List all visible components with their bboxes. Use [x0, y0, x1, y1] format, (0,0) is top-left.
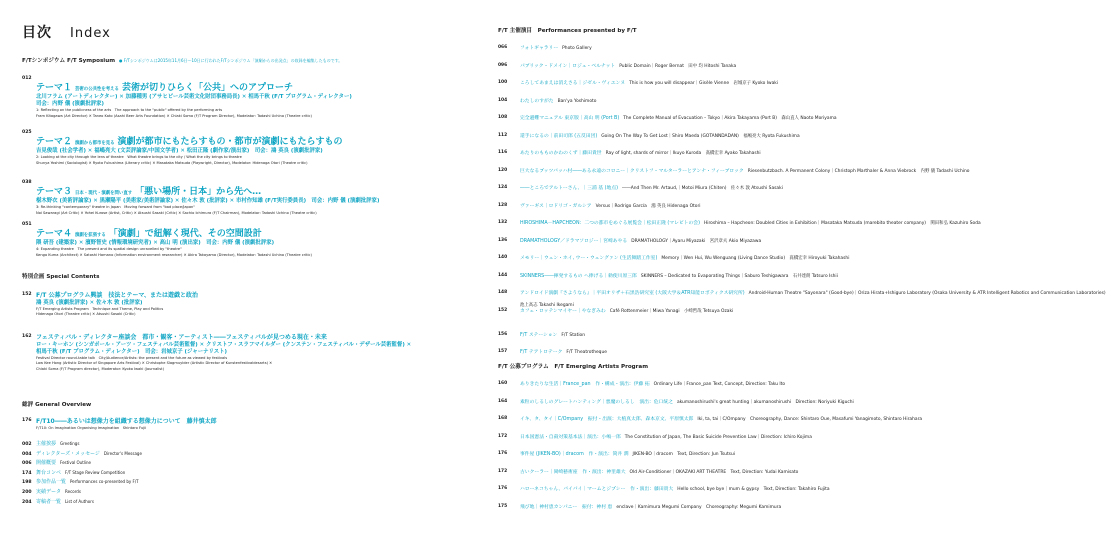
row-text	[520, 308, 888, 316]
item-jp: 開催概要	[36, 460, 57, 467]
row-num: 108	[498, 115, 508, 120]
entry-title	[36, 130, 442, 148]
theme-label: テーマ３	[36, 187, 73, 197]
entry-speakers: ロー・キーホン (シンガポール・アーツ・フェスティバル芸術監督) ✕ クリストフ・スラフマイルダー (クンステン・フェスティバル・デザール芸術監督) ✕	[36, 342, 412, 349]
overview-item	[22, 488, 81, 495]
overview-lead-num: 176	[22, 418, 32, 423]
item-en: Director's Message	[103, 450, 142, 456]
row-en: SKINNERS – Dedicated to Evaporating Things｜Saburo Teshigawara 石井達朗 Tatsuro Ishii	[640, 273, 838, 279]
row-jp: 事件屋 (JIKEN-BO)｜dracom 作・演出：筒井 潤	[520, 452, 629, 457]
row-num: 120	[498, 167, 508, 173]
theme-main: 「悪い場所・日本」から先へ…	[135, 187, 262, 197]
row-num: 124	[498, 185, 508, 190]
overview-section-label: 総評 General Overview	[22, 402, 92, 408]
entry-body	[36, 334, 442, 372]
entry-title	[36, 180, 442, 198]
row-num: 104	[498, 97, 508, 103]
entry-num: 162	[22, 334, 32, 339]
row-text	[520, 133, 888, 141]
row-text	[520, 381, 888, 389]
main-program-label: F/T 主催演目 Performances presented by F/T	[498, 28, 637, 34]
row-en: F/T Theatrotheque	[566, 350, 607, 355]
row-num: 116	[498, 150, 508, 155]
row-jp: カフェ・ロッテンマイヤー｜やなぎみわ	[520, 308, 606, 314]
heading-jp: 目次	[22, 25, 52, 41]
row-en: Photo Gallery	[562, 46, 592, 51]
row-jp: 完全避難マニュアル 東京版｜高山 明 (Port B)	[520, 116, 620, 121]
symposium-note: ● F/Tシンポジウムは2015年11月6日〜10日に行われたF/Tシンポジウム「演劇からの出発点」の収録を編集したものです。	[119, 58, 343, 63]
row-jp: 古いクーラー｜岡崎藝術座 作・演出：神里雄大	[520, 469, 626, 475]
page-heading	[22, 22, 111, 42]
row-en2: 池上高志 Takashi Ikegami	[520, 303, 574, 308]
row-jp: アンドロイド演劇『さようなら』｜平田オリザ＋石黒浩研究室 (大阪大学＆ATR知能ロボティクス研究所)	[520, 291, 745, 296]
row-text	[520, 220, 981, 228]
entry-speakers: 鴻 英良 (演劇批評家) ✕ 佐々木 敦 (批評家)	[36, 300, 143, 307]
row-en: ――And Then Mr. Artaud,｜Motoi Miura (Chiten) 佐々木 敦 Atsushi Sasaki	[621, 186, 783, 191]
theme-label: テーマ２	[36, 137, 73, 147]
entry-num: 012	[22, 76, 32, 81]
entry-speakers: 北川フラム (アートディレクター) ✕ 加藤種男 (アサヒビール芸術文化財団事務局長) ✕ 相馬千秋 (F/T プログラム・ディレクター)	[36, 94, 352, 101]
entry-title: フェスティバル・ディレクター座談会 都市・観客・アーティスト――フェスティバルが見つめる現在・未来	[36, 334, 327, 341]
theme-main: 「演劇」で紐解く現代、その空間設計	[108, 229, 262, 239]
row-num: 128	[498, 202, 508, 208]
entry-title	[36, 222, 442, 240]
entry-desc: F/T Emerging Artists Program Technique and Theme, Play and Politics	[36, 307, 164, 312]
theme-label: テーマ１	[36, 83, 73, 93]
entry-body	[36, 76, 442, 119]
row-text	[520, 185, 888, 193]
row-en: Hiroshima – Hapcheon: Doubled Cities in Exhibition｜Masataka Matsuda (marebito theater company) 関田和弘 Kazuhiro Soda	[703, 221, 981, 226]
entry-num: 025	[22, 130, 32, 135]
row-en: Versus｜Rodrigo García 鴻 英良 Hidenaga Otori	[595, 203, 701, 209]
row-en: Memory｜Wen Hui, Wu Wenguang (Living Dance Studio) 髙橋宏幸 Hiroyuki Takahashi	[661, 256, 850, 261]
entry-num: 152	[22, 292, 32, 297]
special-section-label: 特別企画 Special Contents	[22, 274, 100, 280]
row-num: 148	[498, 290, 508, 295]
item-jp: ディレクターズ・メッセージ	[36, 450, 100, 457]
overview-lead-title: F/T10――あるいは想像力を組織する想像力について 藤井慎太郎	[36, 418, 217, 425]
entry-num: 038	[22, 180, 32, 185]
item-jp: 寄稿者一覧	[36, 498, 62, 505]
entry-title	[36, 76, 442, 94]
entry-desc: Shunya Yoshimi (Sociologist) ✕ Ryota Fukushima (Literary critic) ✕ Masataka Matsuda (Playwright, Director), Modelator: Hidenaga Otori (Theatre critic)	[36, 160, 308, 165]
row-num: 164	[498, 398, 508, 404]
row-num: 176	[498, 486, 508, 491]
row-text	[520, 416, 923, 424]
overview-item	[22, 469, 125, 476]
row-jp: DRAMATHOLOGY／ドラマソロジー｜宮崎あやる	[520, 238, 628, 244]
row-jp: 素粒のしるしのグレートハンティング｜悪魔のしるし 演出：危口統之	[520, 399, 673, 405]
overview-item	[22, 450, 142, 457]
entry-desc: 1: Reflecting on the publicness of the arts The approach to the "public" offered by the performing arts	[36, 108, 223, 113]
row-jp: ――ところでアルトーさん、｜三浦 基 (地点)	[520, 186, 618, 191]
row-text	[520, 115, 888, 123]
entry-desc: Noi Sawaragi (Art Critic) ✕ Yohei Kurose (Artist, Critic) ✕ Atsushi Sasaki (Critic) ✕ Sachio Ichimura (F/T Chairman), Modelator: Tadashi Uchino (Theatre critic)	[36, 210, 317, 215]
item-num: 204	[22, 499, 32, 505]
row-en: The Constitution of Japan, The Basic Suicide Prevention Law｜Direction: Ichiro Kojima	[624, 434, 812, 440]
entry-desc: Fram Kitagawa (Art Director) ✕ Taneo Kato (Asahi Beer Arts Foundation) ✕ Chiaki Soma (F/T Program Director), Modelator: Tadashi Uchino (Theatre critic)	[36, 113, 312, 118]
row-text	[520, 469, 888, 477]
row-en: This is how you will disappear｜Gisèle Vienne 岩城京子 Kyoko Iwaki	[629, 81, 779, 86]
item-num: 174	[22, 470, 32, 476]
row-jp: F/T テアトロテーク	[520, 350, 563, 355]
item-en: F/T Stage Review Competition	[65, 469, 126, 475]
entry-moderator: 司会：内野 儀 (演劇批評家)	[36, 101, 104, 108]
item-num: 006	[22, 461, 32, 467]
row-num: 112	[498, 132, 508, 138]
row-jp: パブリック・ドメイン｜ロジェ・ベルナット	[520, 63, 616, 69]
row-en: Old Air-Conditioner｜OKAZAKI ART THEATRE Text, Direction: Yudai Kamisato	[629, 469, 799, 475]
entry-desc: Festival Director round-table talk City/Audience/Artists: the present and the future as viewed by festivals	[36, 356, 228, 361]
left-page	[22, 0, 442, 536]
row-num: 156	[498, 331, 508, 337]
overview-item	[22, 440, 79, 447]
row-jp: 還手になるの｜前田司郎 (五反田団)	[520, 133, 598, 139]
row-jp: 日本国憲法・自殺対策基本法｜演出：小嶋一郎	[520, 434, 621, 440]
row-jp: 飛び地｜神村恵カンパニー 振付：神村 恵	[520, 504, 613, 510]
row-text	[520, 273, 888, 281]
entry-body	[36, 292, 442, 318]
row-en: Ordinary Life｜France_pan Text, Concept, Direction: Taku Ito	[653, 382, 786, 387]
row-text	[520, 238, 888, 246]
row-text	[520, 332, 888, 340]
item-num: 002	[22, 442, 32, 447]
row-text	[520, 150, 888, 158]
symposium-label-text: F/Tシンポジウム F/T Symposium	[22, 58, 116, 64]
theme-sub: 芸術の公共性を考える	[75, 87, 119, 92]
row-jp: HIROSHIMA－HAPCHEON：二つの都市をめぐる展覧会｜松田正隆 (マレビトの会)	[520, 221, 700, 226]
row-num: 160	[498, 381, 508, 386]
row-num: 066	[498, 45, 508, 50]
theme-label: テーマ４	[36, 229, 73, 239]
item-num: 198	[22, 480, 32, 486]
item-jp: 主催挨拶	[36, 441, 57, 447]
row-jp: イキ、タ、タイ｜C/Ompany 振付・出演：大植真太郎、森本京文、平原慎太郎	[520, 417, 694, 422]
overview-item	[22, 459, 91, 466]
row-text	[520, 168, 970, 176]
row-num: 140	[498, 255, 508, 260]
row-jp: フォトギャラリー	[520, 46, 559, 51]
entry-desc: Kengo Kuma (Architect) ✕ Satoshi Hamano (Information environment researcher) ✕ Akira Takayama (Director), Modelator: Tadashi Uchino (Theatre critic)	[36, 252, 312, 257]
row-num: 157	[498, 349, 508, 354]
item-num: 200	[22, 490, 32, 495]
item-num: 004	[22, 451, 32, 457]
row-en: Hello school, bye bye｜mum & gypsy Text, Direction: Takahiro Fujita	[677, 487, 830, 492]
row-en: enclave｜Kamimura Megumi Company Choreography: Megumi Kamimura	[616, 504, 782, 510]
row-num: 175	[498, 503, 508, 509]
overview-item	[22, 478, 139, 485]
entry-num: 051	[22, 222, 32, 227]
row-jp: ありきたりな生活｜France_pan 作・構成・演出：伊藤 拓	[520, 382, 650, 387]
item-jp: 参加作品一覧	[36, 479, 67, 486]
row-text	[520, 45, 888, 53]
row-jp: ヴァーギス｜ロドリゴ・ガルシア	[520, 203, 592, 209]
entry-desc: 2: Looking at the city through the lens of theatre What theatre brings to the city / What the city brings to theatre	[36, 155, 242, 160]
row-en: Riesenbutzbach. A Permanent Colony｜Christoph Marthaler & Anna Viebrock 内野 儀 Tadashi Uchino	[747, 168, 970, 174]
entry-title: F/T 公募プログラム興談 技法とテーマ、または遊戯と政治	[36, 292, 199, 299]
item-jp: 舞台コンペ	[36, 469, 62, 476]
row-en: The Complete Manual of Evacuation – Tokyo｜Akira Takayama (Port B) 森山直人 Naoto Moriyama	[623, 116, 837, 121]
row-num: 168	[498, 416, 508, 421]
theme-main: 演劇が都市にもたらすもの・都市が演劇にもたらすもの	[117, 137, 343, 147]
entry-desc: 3: Re-thinking "contemporary" theatre in Japan Moving forward from "bad place/Japan"	[36, 205, 195, 210]
row-en: Going On The Way To Get Lost｜Shiro Maeda (GOTANNDADAN) 福嶋亮大 Ryota Fukushima	[601, 133, 800, 139]
row-en: Café Rottenmeier｜Miwa Yanagi 小崎哲哉 Tetsuya Ozaki	[609, 308, 734, 314]
heading-en: Index	[70, 26, 111, 41]
row-jp: あたりのもものかわのくず｜藤田貴世	[520, 151, 602, 156]
row-text	[520, 451, 888, 459]
symposium-section-label	[22, 56, 342, 64]
theme-main: 芸術が切りひらく「公共」へのアプローチ	[121, 83, 293, 93]
row-text	[520, 399, 888, 407]
row-text	[520, 63, 888, 71]
theme-sub: 演劇から都市を見る	[75, 141, 115, 146]
entry-desc: Low Kee Hong (Artistic Director of Singapore Arts Festival) ✕ Christophe Slagmuylder (Artistic Director of Kunstenfestivaldesarts) ✕	[36, 361, 273, 366]
row-jp: F/T ステーション	[520, 332, 558, 338]
row-num: 152	[498, 307, 508, 313]
row-text	[520, 290, 1106, 298]
item-en: Greetings	[60, 441, 80, 446]
entry-body	[36, 222, 442, 258]
entry-body	[36, 180, 442, 216]
entry-desc: Hidenaga Otori (Theatre critic) ✕ Atsushi Sasaki (Critic)	[36, 312, 136, 317]
entry-speakers: 吉見俊哉 (社会学者) ✕ 福嶋亮大 (文芸評論家/中国文学者) ✕ 松田正隆 (劇作家/演出家) 司会：鴻 英良 (演劇批評家)	[36, 148, 323, 155]
row-text	[520, 349, 888, 357]
item-en: Festival Outline	[60, 460, 91, 466]
row-en: Iki, ta, tai｜C/Ompany Choreography, Dance: Shintaro Oue, Masafumi Yanagimoto, Shintaro Hirahara	[697, 417, 923, 422]
row-num: 096	[498, 62, 508, 68]
row-text	[520, 255, 888, 263]
entry-speakers: 相馬千秋 (F/T プログラム・ディレクター) 司会：岩城京子 (ジャーナリスト)	[36, 349, 228, 356]
row-jp: メモリー｜ウェン・ホイ, ウー・ウェングァン (生活舞踏工作室)	[520, 256, 658, 261]
row-num: 176	[498, 451, 508, 456]
overview-item	[22, 498, 94, 505]
right-page	[498, 0, 1106, 536]
row-num: 144	[498, 272, 508, 278]
row-text	[520, 434, 888, 442]
row-en: Public Domain｜Roger Bernat 田中 均 Hitoshi Tanaka	[619, 63, 737, 69]
row-jp: ころしてあまえは消えさる｜ジゼル・ヴィエンヌ	[520, 81, 626, 86]
row-en: akumanoshirushi's great hunting｜akumanoshirushi Direction: Noriyuki Kiguchi	[676, 399, 854, 405]
row-text	[520, 504, 888, 512]
emerging-label: F/T 公募プログラム F/T Emerging Artists Program	[498, 364, 649, 370]
item-jp: 実績データ	[36, 489, 62, 495]
row-num: 172	[498, 433, 508, 439]
row-en: F/T Station	[561, 332, 586, 338]
row-jp: SKINNERS――揮発するもの へ捧げる｜勅使川原三郎	[520, 273, 637, 279]
row-en: JIKEN-BO｜dracom Text, Direction: Jun Tsutsui	[632, 452, 735, 457]
entry-speakers: 隈 研吾 (建築家) ✕ 濱野智史 (情報環境研究者) ✕ 高山 明 (演出家) 司会：内野 儀 (演劇批評家)	[36, 240, 275, 247]
row-num: 136	[498, 237, 508, 243]
row-text	[520, 80, 888, 88]
row-text	[520, 98, 888, 106]
theme-sub: 日本・現代・演劇を問い直す	[75, 191, 133, 196]
row-jp: わたしのすがた	[520, 98, 554, 104]
item-en: Performances co-presented by F/T	[70, 479, 139, 485]
row-en: Ray of light, shards of mirror｜Ikuyo Kuroda 髙橋宏幸 Ayako Takahashi	[605, 151, 761, 156]
row-num: 132	[498, 220, 508, 225]
row-en: DRAMATHOLOGY｜Ayaru Miyazaki 宮沢章夫 Akio Miyazawa	[631, 238, 762, 244]
entry-desc: 4: Expanding theatre The present and its spatial design unravelled by "theatre"	[36, 247, 182, 252]
entry-desc: Chiaki Soma (F/T Program director), Moderator: Kyoko Iwaki (Journalist)	[36, 366, 164, 371]
entry-body	[36, 130, 442, 166]
row-jp: ハローネコちゃん、バイバイ｜マームとジプシー 作・演出：藤田貴大	[520, 487, 674, 492]
row-en: Android-Human Theatre "Sayonara" (Good-bye)｜Oriza Hirata+Ishiguro Laboratory (Osaka University & ATR Intelligent Robotics and Communication Laboratories)	[748, 291, 1106, 296]
row-num: 100	[498, 80, 508, 85]
item-en: Records	[65, 489, 81, 494]
theme-sub: 演劇を拡張する	[75, 233, 106, 238]
row-jp: 巨大なるブッツバッハ村――ある永遠のコロニー｜クリストフ・マルターラーとアンナ・フィーブロック	[520, 168, 744, 174]
overview-lead-en: F/T10: On Imagination Organising Imagination Shintaro Fujii	[36, 426, 147, 431]
row-text	[520, 486, 888, 494]
entry-speakers: 椹木野衣 (美術評論家) ✕ 黒瀬陽平 (美術家/美術評論家) ✕ 佐々木 敦 (批評家) ✕ 市村作知雄 (F/T実行委員長) 司会：内野 儀 (演劇批評家)	[36, 198, 380, 205]
item-en: List of Authors	[65, 498, 94, 504]
row-en: Ban'ya Yoshimoto	[557, 98, 597, 104]
row-num: 172	[498, 468, 508, 474]
row-text	[520, 203, 888, 211]
